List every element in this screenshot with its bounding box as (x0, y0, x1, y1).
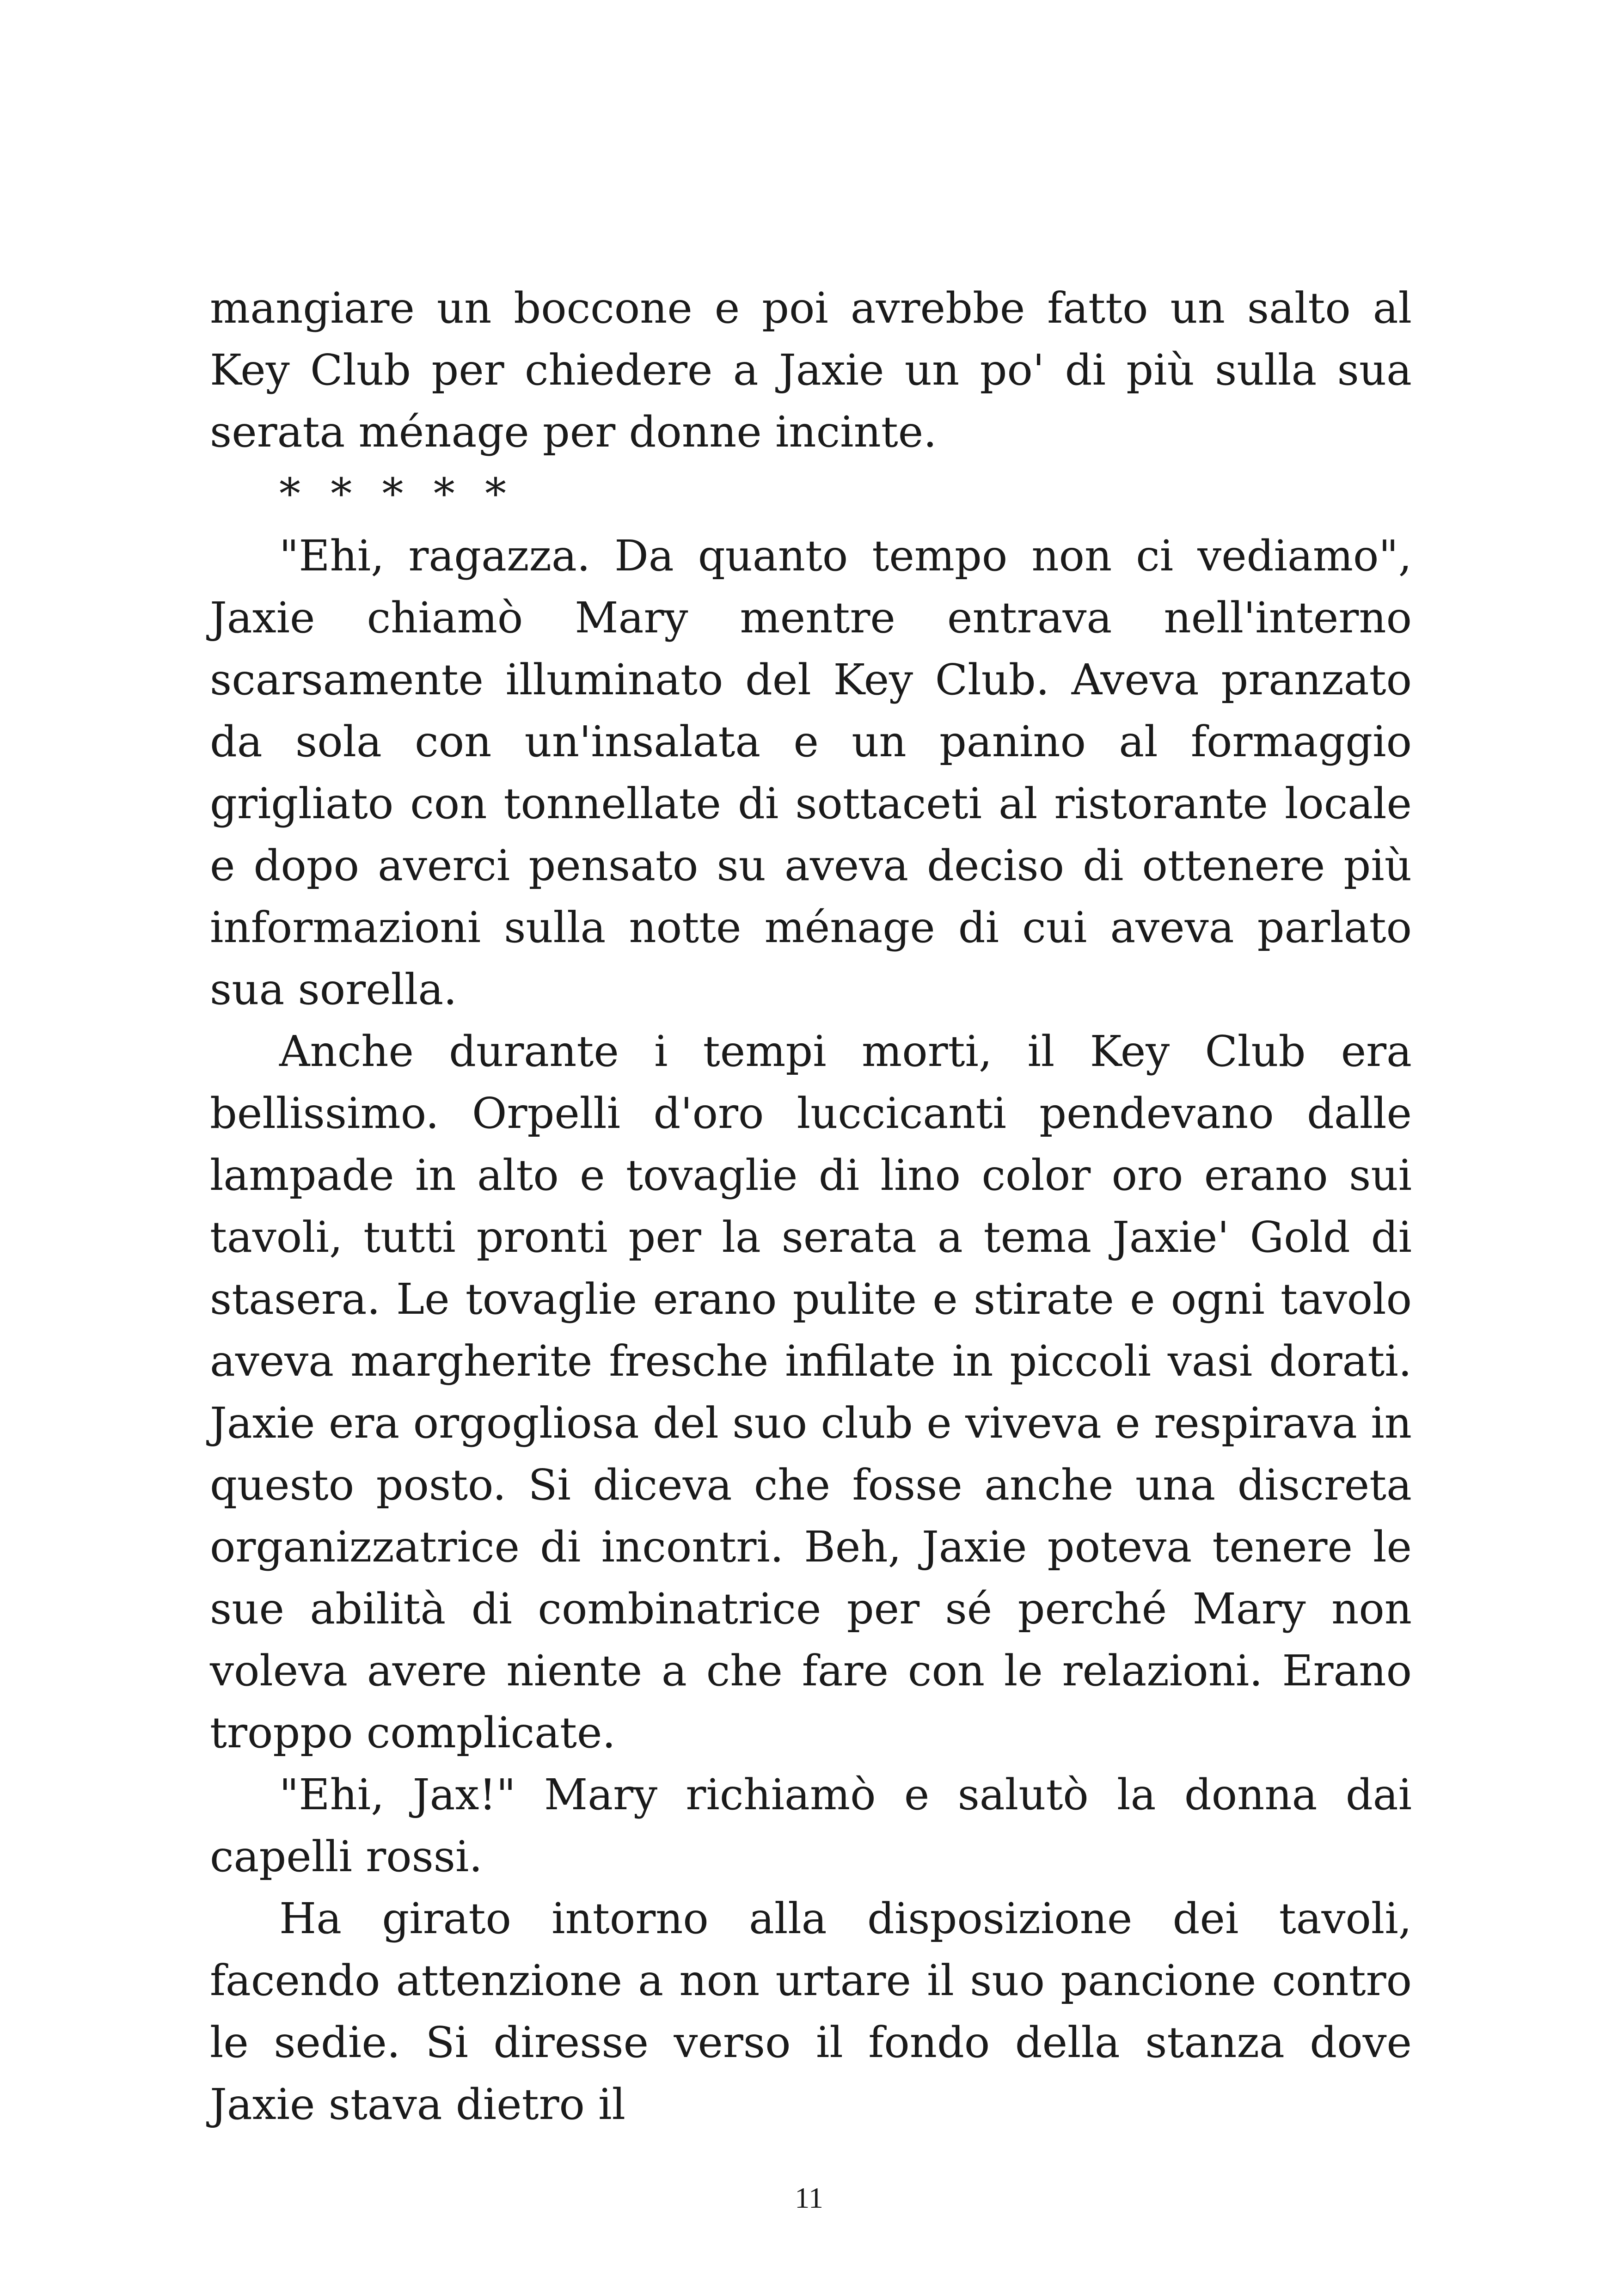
paragraph-2: "Ehi, ragazza. Da quanto tempo non ci vediamo", Jaxie chiamò Mary mentre entrava nell'interno scarsamente illuminato del Key Club. Aveva pranzato da sola con un'insalata e un panino al formaggio grigliato con tonnellate di sottaceti al ristorante locale e dopo averci pensato su aveva deciso di ottenere più informazioni sulla notte ménage di cui aveva parlato sua sorella. (210, 531, 1412, 1014)
paragraph-3: Anche durante i tempi morti, il Key Club era bellissimo. Orpelli d'oro luccicanti pendevano dalle lampade in alto e tovaglie di lino color oro erano sui tavoli, tutti pronti per la serata a tema Jaxie' Gold di stasera. Le tovaglie erano pulite e stirate e ogni tavolo aveva margherite fresche infilate in piccoli vasi dorati. Jaxie era orgogliosa del suo club e viveva e respirava in questo posto. Si diceva che fosse anche una discreta organizzatrice di incontri. Beh, Jaxie poteva tenere le sue abilità di combinatrice per sé perché Mary non voleva avere niente a che fare con le relazioni. Erano troppo complicate. (210, 1027, 1412, 1757)
paragraph-5: Ha girato intorno alla disposizione dei tavoli, facendo attenzione a non urtare il suo pancione contro le sedie. Si diresse verso il fondo della stanza dove Jaxie stava dietro il (210, 1894, 1412, 2129)
paragraph-1: mangiare un boccone e poi avrebbe fatto un salto al Key Club per chiedere a Jaxie un po' di più sulla sua serata ménage per donne incinte. (210, 283, 1412, 457)
page-number: 11 (795, 2181, 823, 2214)
section-separator: * * * * * (279, 469, 515, 519)
body-text (210, 277, 1412, 2136)
paragraph-4: "Ehi, Jax!" Mary richiamò e salutò la donna dai capelli rossi. (210, 1770, 1412, 1881)
